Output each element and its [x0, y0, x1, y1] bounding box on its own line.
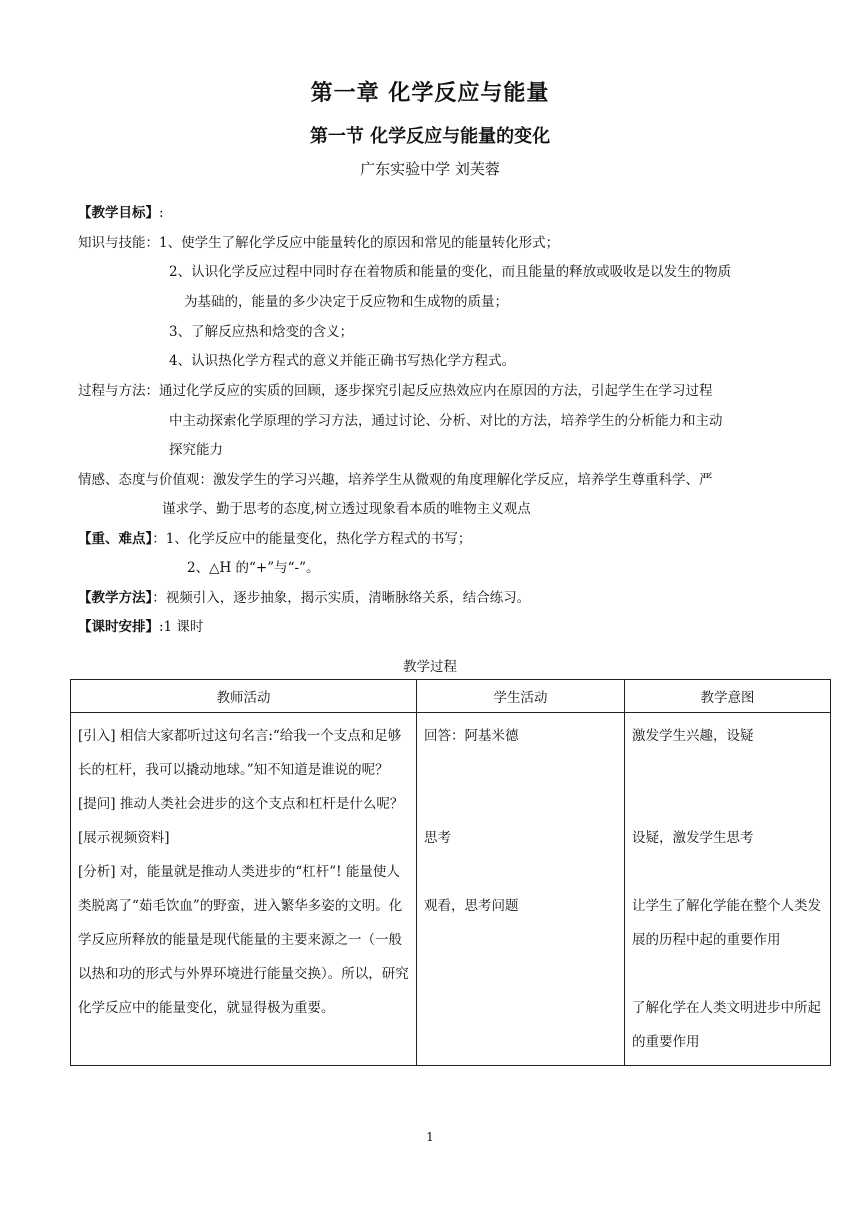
spacer [632, 753, 824, 787]
student-watch: 观看，思考问题 [424, 898, 519, 914]
table-caption: 教学过程 [403, 659, 457, 675]
header-student-activity: 学生活动 [417, 680, 625, 713]
knowledge-item-2: 2、认识化学反应过程中同时存在着物质和能量的变化，而且能量的释放或吸收是以发生的物质 [169, 264, 732, 280]
teacher-video: [展示视频资料] [78, 830, 170, 846]
schedule-heading: 【课时安排】 [78, 619, 159, 635]
emotion-text-1: 激发学生的学习兴趣，培养学生从微观的角度理解化学反应，培养学生尊重科学、严 [213, 472, 713, 488]
process-label: 过程与方法： [78, 383, 159, 399]
key-point-1: ：1、化学反应中的能量变化，热化学方程式的书写； [152, 531, 472, 547]
process-line-1 [78, 381, 713, 401]
teacher-activity-cell [71, 713, 417, 1066]
student-answer: 回答：阿基米德 [424, 728, 519, 744]
methods-line [78, 588, 530, 608]
student-activity-cell [417, 713, 625, 1066]
objectives-heading-line [78, 203, 164, 223]
key-points-heading: 【重、难点】 [78, 531, 153, 547]
header-teaching-intent: 教学意图 [625, 680, 831, 713]
knowledge-label: 知识与技能： [78, 235, 159, 251]
emotion-line-1 [78, 470, 713, 490]
knowledge-item-3: 3、了解反应热和焓变的含义； [169, 324, 354, 340]
section-title: 第一节 化学反应与能量的变化 [309, 126, 551, 147]
key-point-2: 2、△H 的“+”与“-”。 [187, 560, 320, 576]
header-teacher-activity: 教师活动 [71, 680, 417, 713]
process-text-3: 探究能力 [169, 442, 223, 458]
spacer [632, 855, 824, 889]
knowledge-line-1 [78, 233, 559, 253]
objectives-colon: : [159, 205, 164, 221]
intent-civilization: 了解化学在人类文明进步中所起的重要作用 [632, 1000, 821, 1050]
intent-chem-energy: 让学生了解化学能在整个人类发展的历程中起的重要作用 [632, 898, 821, 948]
chapter-title: 第一章 化学反应与能量 [310, 81, 550, 106]
student-think: 思考 [424, 830, 451, 846]
author-line: 广东实验中学 刘芙蓉 [360, 160, 500, 178]
spacer [424, 787, 618, 821]
knowledge-item-1: 1、使学生了解化学反应中能量转化的原因和常见的能量转化形式； [159, 235, 560, 251]
knowledge-item-4: 4、认识热化学方程式的意义并能正确书写热化学方程式。 [169, 353, 516, 369]
spacer [632, 957, 824, 991]
spacer [632, 787, 824, 821]
methods-heading: 【教学方法】 [78, 590, 153, 606]
process-text-2: 中主动探索化学原理的学习方法，通过讨论、分析、对比的方法，培养学生的分析能力和主动 [169, 413, 723, 429]
emotion-text-2: 谨求学、勤于思考的态度,树立透过现象看本质的唯物主义观点 [162, 501, 531, 517]
spacer [424, 855, 618, 889]
teaching-intent-cell [625, 713, 831, 1066]
page-number: 1 [426, 1130, 434, 1144]
schedule-line [78, 617, 203, 637]
knowledge-item-2-cont: 为基础的，能量的多少决定于反应物和生成物的质量； [184, 294, 508, 310]
intent-question: 设疑，激发学生思考 [632, 830, 754, 846]
schedule-text: :1 课时 [159, 619, 204, 635]
process-text-1: 通过化学反应的实质的回顾，逐步探究引起反应热效应内在原因的方法，引起学生在学习过程 [159, 383, 713, 399]
objectives-heading: 【教学目标】 [78, 205, 159, 221]
emotion-label: 情感、态度与价值观： [78, 472, 213, 488]
key-points-line-1 [78, 529, 471, 549]
teaching-process-table [70, 679, 831, 1066]
teacher-analysis: [分析] 对，能量就是推动人类进步的“杠杆”! 能量使人类脱离了“茹毛饮血”的野蛮，进入繁华多姿的文明。化学反应所释放的能量是现代能量的主要来源之一（一般以热和功的形式与外界环境进行能量交换）。所以，研究化学反应中的能量变化，就显得极为重要。 [78, 864, 409, 1016]
table-header-row [71, 680, 831, 713]
spacer [424, 753, 618, 787]
intent-interest: 激发学生兴趣，设疑 [632, 728, 754, 744]
table-row [71, 713, 831, 1066]
teacher-intro: [引入] 相信大家都听过这句名言:“给我一个支点和足够长的杠杆，我可以撬动地球。”知不知道是谁说的呢？ [78, 728, 402, 778]
teacher-question: [提问] 推动人类社会进步的这个支点和杠杆是什么呢？ [78, 796, 404, 812]
methods-text: ：视频引入，逐步抽象，揭示实质，清晰脉络关系，结合练习。 [152, 590, 531, 606]
